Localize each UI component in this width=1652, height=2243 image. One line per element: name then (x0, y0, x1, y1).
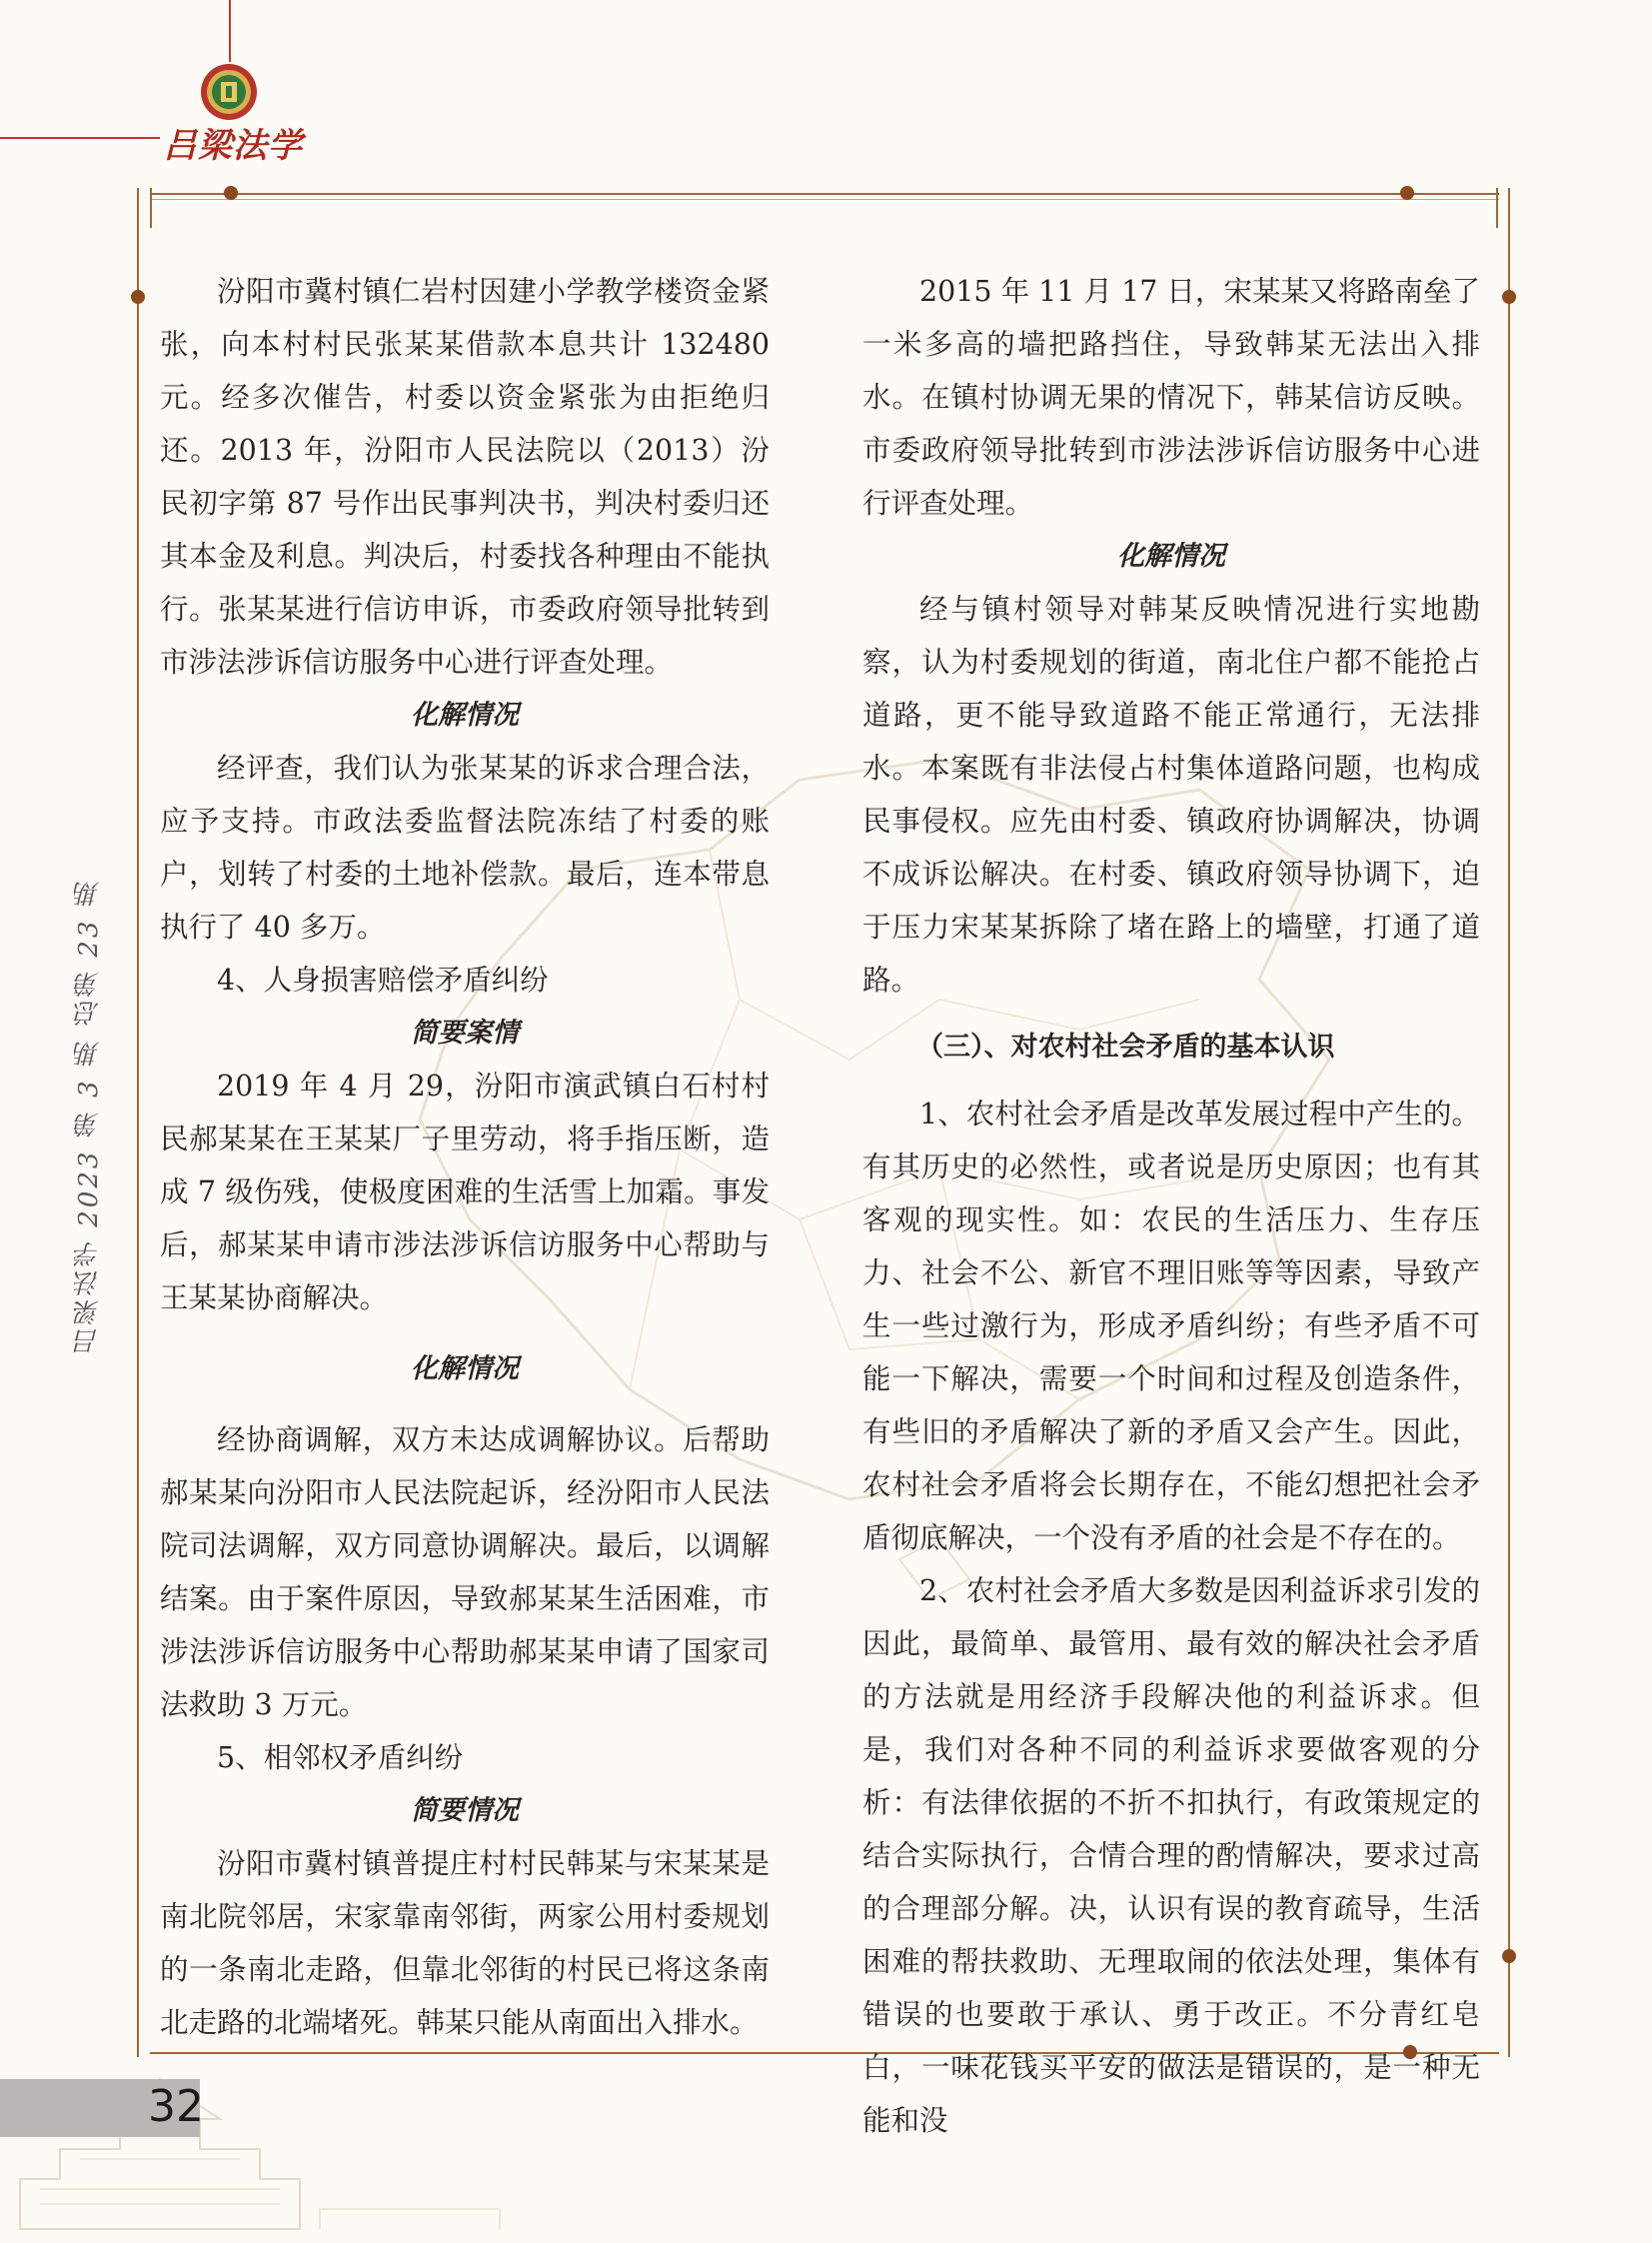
frame-left-line (137, 188, 139, 2057)
frame-right-line (1508, 188, 1510, 2057)
list-item-heading: 5、相邻权矛盾纠纷 (217, 1741, 464, 1774)
paragraph: 2015 年 11 月 17 日，宋某某又将路南垒了一米多高的墙把路挡住，导致韩某无法出入排水。在镇村协调无果的情况下，韩某信访反映。市委政府领导批转到市涉法涉诉信访服务中心进行评查处理。 (862, 275, 1480, 520)
frame-dot (1502, 290, 1516, 304)
header-red-vertical-line (229, 0, 231, 62)
spacer (160, 1395, 770, 1413)
paragraph: 2019 年 4 月 29，汾阳市演武镇白石村村民郝某某在王某某厂子里劳动，将手指压断，造成 7 级伤残，使极度困难的生活雪上加霜。事发后，郝某某申请市涉法涉诉信访服务中心帮助与王某某协商解决。 (160, 1070, 770, 1314)
journal-issue-side-text: 吕梁法学 2023 第 3 期 总第 23 期 (74, 878, 104, 1354)
court-emblem-icon (199, 62, 259, 122)
subheading: 化解情况 (411, 700, 519, 731)
paragraph: 经协商调解，双方未达成调解协议。后帮助郝某某向汾阳市人民法院起诉，经汾阳市人民法院司法调解，双方同意协调解决。最后，以调解结案。由于案件原因，导致郝某某生活困难，市涉法涉诉信访服务中心帮助郝某某申请了国家司法救助 3 万元。 (160, 1423, 770, 1721)
paragraph: 汾阳市冀村镇普提庄村村民韩某与宋某某是南北院邻居，宋家靠南邻街，两家公用村委规划的一条南北走路，但靠北邻街的村民已将这条南北走路的北端堵死。韩某只能从南面出入排水。 (160, 1847, 770, 2039)
spacer (160, 1324, 770, 1342)
building-illustration (0, 2039, 520, 2243)
paragraph: 1、农村社会矛盾是改革发展过程中产生的。有其历史的必然性，或者说是历史原因；也有其客观的现实性。如：农民的生活压力、生存压力、社会不公、新官不理旧账等等因素，导致产生一些过激行为，形成矛盾纠纷；有些矛盾不可能一下解决，需要一个时间和过程及创造条件，有些旧的矛盾解决了新的矛盾又会产生。因此，农村社会矛盾将会长期存在，不能幻想把社会矛盾彻底解决，一个没有矛盾的社会是不存在的。 (862, 1098, 1480, 1554)
subheading: 简要情况 (411, 1795, 519, 1826)
header-red-horizontal-line (0, 137, 160, 139)
section-heading: （三）、对农村社会矛盾的基本认识 (916, 1032, 1335, 1063)
paragraph: 经与镇村领导对韩某反映情况进行实地勘察，认为村委规划的街道，南北住户都不能抢占道路，更不能导致道路不能正常通行，无法排水。本案既有非法侵占村集体道路问题，也构成民事侵权。应先由村委、镇政府协调解决，协调不成诉讼解决。在村委、镇政府领导协调下，迫于压力宋某某拆除了堵在路上的墙壁，打通了道路。 (862, 593, 1480, 997)
subheading: 简要案情 (411, 1018, 519, 1049)
subheading: 化解情况 (1117, 541, 1225, 572)
frame-top-line (150, 193, 1499, 195)
journal-logo-text: 吕梁法学 (163, 126, 303, 166)
paragraph: 2、农村社会矛盾大多数是因利益诉求引发的因此，最简单、最管用、最有效的解决社会矛盾的方法就是用经济手段解决他的利益诉求。但是，我们对各种不同的利益诉求要做客观的分析：有法律依据的不折不扣执行，有政策规定的结合实际执行，合情合理的酌情解决，要求过高的合理部分解。决，认识有误的教育疏导，生活困难的帮扶救助、无理取闹的依法处理，集体有错误的也要敢于承认、勇于改正。不分青红皂白，一味花钱买平安的做法是错误的，是一种无能和没 (862, 1574, 1480, 2137)
list-item-heading: 4、人身损害赔偿矛盾纠纷 (217, 964, 549, 997)
paragraph: 经评查，我们认为张某某的诉求合理合法，应予支持。市政法委监督法院冻结了村委的账户，划转了村委的土地补偿款。最后，连本带息执行了 40 多万。 (160, 752, 770, 944)
frame-dot (224, 186, 238, 200)
frame-dot (1502, 1949, 1516, 1963)
subheading: 化解情况 (411, 1353, 519, 1384)
frame-top-left-spur (150, 188, 152, 228)
frame-top-line-inner (150, 199, 1499, 200)
page-number: 32 (148, 2081, 204, 2132)
paragraph: 汾阳市冀村镇仁岩村因建小学教学楼资金紧张，向本村村民张某某借款本息共计 132480 元。经多次催告，村委以资金紧张为由拒绝归还。2013 年，汾阳市人民法院以（2013）汾民初字第 87 号作出民事判决书，判决村委归还其本金及利息。判决后，村委找各种理由不能执行。张某某进行信访申诉，市委政府领导批转到市涉法涉诉信访服务中心进行评查处理。 (160, 275, 770, 679)
frame-dot (1400, 186, 1414, 200)
left-text-column (160, 265, 770, 2049)
frame-top-right-spur (1496, 188, 1498, 228)
frame-dot (131, 290, 145, 304)
right-text-column (862, 265, 1480, 2147)
